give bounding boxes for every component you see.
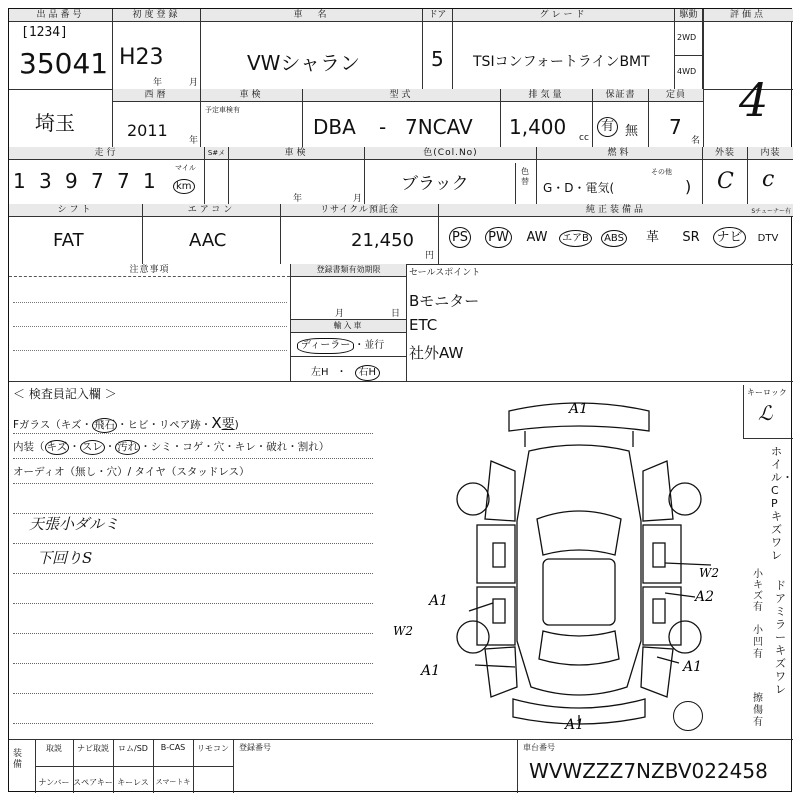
period-label: 車検 [229,147,364,160]
displacement-label: 排気量 [501,89,592,102]
interior-line: 内装（ キズ ・ スレ ・ 汚れ ・シミ・コゲ・穴・キレ・破れ・割れ） [13,441,330,453]
km-unit: km [173,179,195,194]
equipment-header [439,204,793,217]
type-prefix: DBA [313,115,356,139]
recycle-label: リサイクル預託金 [281,204,438,217]
reg-no-label: 登録番号 [239,743,271,752]
type-cell [303,89,501,147]
model-name-label: 車 名 [201,9,422,22]
type-label: 型式 [303,89,500,102]
cc-unit: cc [579,133,589,143]
inspection-title: ＜ 検査員記入欄 ＞ [13,387,117,401]
interior-value: c [762,167,775,192]
mark-front: A1 [569,401,589,417]
warranty-no: 無 [625,124,639,139]
equip-col-label: 装備 [13,749,23,770]
capacity-label: 定員 [649,89,703,102]
warranty-yes: 有 [597,117,618,137]
warranty-cell [593,89,649,147]
year-unit: 年 [153,78,163,88]
grade-label: グレード [453,9,674,22]
key-lock-cell [743,385,793,439]
deadline-month-unit: 月 [335,309,345,319]
interior-yogore: 汚れ [117,441,139,453]
model-year-cell [113,89,201,147]
car-diagram [393,391,729,733]
mark-left-door: A1 [429,593,449,609]
fuel-label: 燃料 [537,147,702,160]
import-label: 輸入車 [291,320,406,333]
mirror-sub-2: 擦傷有 [753,693,763,728]
first-reg-cell [113,9,201,89]
era-year: H23 [119,45,164,70]
bottom-number: ナンバー [38,778,70,787]
equipment-item: AW [526,230,548,245]
hand-note-1: 天張小ダルミ [29,515,120,533]
mileage-digit: 9 [65,169,78,193]
doors-label: ドア [423,9,452,22]
shift-label: シフト [9,204,142,217]
import-cell [291,320,407,381]
equipment-item: DTV [757,233,779,244]
model-year-label: 西暦 [113,89,200,102]
chassis-number: WVWZZZ7NZBV022458 [529,759,768,783]
import-parallel: ・並行 [354,340,385,351]
lot-number: 35041 [19,47,109,80]
mileage-digit: 7 [117,169,130,193]
model-name-cell [201,9,423,89]
mark-left-rear: A1 [421,663,441,679]
bottom-bcas: B-CAS [160,743,186,752]
drive-label: 駆動 [675,9,702,22]
color-label: 色(Col.No) [365,147,536,160]
exterior-label: 外装 [703,147,747,160]
key-lock-check-icon: ℒ [758,401,773,425]
type-dash: - [379,115,387,139]
glass-chip-circled: 飛石 [94,419,116,431]
tuning-label: Sチューナー有 [751,208,791,215]
equipment-item: 革 [645,230,659,245]
caution-label: 注意事項 [9,264,290,277]
color-value: ブラック [401,174,469,194]
inspection-note: 予定車検有 [205,106,240,114]
aircon-label: エアコン [143,204,280,217]
glass-line: Fガラス（キズ・ 飛石 ・ヒビ・リペア跡・X要) [13,414,239,432]
meter-cell [205,147,229,204]
inspection-cell [201,89,303,147]
region: 埼玉 [35,111,75,135]
mileage-label: 走行 [9,147,204,160]
region-cell [9,89,113,147]
period-cell [229,147,365,204]
capacity-cell [649,89,703,147]
lot-cell [9,9,113,89]
drive-2wd: 2WD [677,33,697,42]
bottom-navi-manual: ナビ取説 [77,744,109,753]
mark-right-rear-door: A2 [695,589,715,605]
audio-line: オーディオ（無し・穴）/ タイヤ（スタッドレス） [13,466,250,478]
mileage-digit: 1 [143,169,156,193]
type-code: 7NCAV [405,115,473,139]
equipment-item: PS [443,226,477,252]
mileage-digit: 7 [91,169,104,193]
bottom-smart-key: スマートキー [155,778,191,796]
mark-left-rocker: W2 [393,624,413,638]
capacity: 7 [669,115,682,139]
fuel-other: その他 [651,168,672,176]
period-year-unit: 年 [293,194,303,204]
interior-label: 内装 [748,147,793,160]
aircon-cell [143,204,281,264]
score-label: 評価点 [703,9,793,22]
capacity-unit: 名 [691,136,701,146]
equipment-label: 純正装備品 [439,204,793,217]
doors-value: 5 [431,47,444,71]
bottom-remote: リモコン [197,744,229,753]
fuel-cell [537,147,703,204]
mark-right-rear: A1 [683,659,703,675]
key-lock-label: キーロック [747,388,787,397]
model-name: VWシャラン [247,51,361,75]
shift-cell [9,204,143,264]
bottom-rom-sd: ロム/SD [118,744,148,753]
exterior-value: C [717,169,734,194]
deadline-day-unit: 日 [391,309,401,319]
lot-label: 出品番号 [9,9,112,22]
bottom-keyless: キーレス [117,778,149,787]
sales-cell [407,264,793,381]
lot-bracket: [1234] [21,25,68,40]
equipment-item: エアB [559,226,593,252]
equipment-item: SR [682,230,700,245]
bottom-manual: 取説 [46,744,62,753]
recycle-value: 21,450 [351,230,414,251]
sales-point-1: Bモニター [409,292,480,310]
shift-value: FAT [53,230,84,251]
bottom-spare-key: スペアキー [73,778,113,787]
recycle-cell [281,204,439,264]
grade-cell [453,9,675,89]
sales-point-3: 社外AW [409,344,464,362]
mileage-digit: 1 [13,169,26,193]
mile-unit: マイル [175,164,196,172]
auction-sheet [8,8,793,796]
meter-label: S#メ [205,147,228,160]
chassis-label: 車台番号 [523,743,555,752]
aircon-value: AAC [189,230,227,251]
interior-kizu: キズ [46,441,68,453]
glass-x: X [211,414,222,432]
import-dealer: ディーラー [297,338,354,354]
equipment-item: PW [482,226,516,252]
hand-note-2: 下回りS [37,549,93,567]
steering-left: 左H [311,367,329,378]
caution-cell [9,264,291,381]
sales-label: セールスポイント [409,268,481,278]
fuel-close: ) [685,177,692,196]
sales-point-2: ETC [409,316,438,334]
mileage-cell [9,147,205,204]
drive-cell [675,9,703,89]
inspection-label: 車検 [201,89,302,102]
steering-dot: ・ [336,367,347,378]
first-reg-label: 初度登録 [113,9,200,22]
reg-deadline-cell [291,264,407,320]
reg-deadline-label: 登録書類有効期限 [291,264,406,277]
equipment-item: ABS [597,226,631,252]
model-year: 2011 [127,121,168,140]
period-month-unit: 月 [353,194,363,204]
drive-4wd: 4WD [677,67,697,76]
wheel-sub: 小キズ有 [753,569,763,613]
fuel-options: G・D・電気( [543,181,615,195]
steering-right: 右H [355,365,381,381]
model-year-unit: 年 [189,136,199,146]
grade-value: TSIコンフォートラインBMT [473,54,650,70]
color-change-label: 色替 [521,167,529,186]
yen-unit: 円 [425,251,435,261]
doors-cell [423,9,453,89]
ext-int-cell [703,147,793,204]
month-unit: 月 [189,78,199,88]
mirror-sub-1: 小凹有 [753,625,763,660]
wheel-note: ホイル・CPキズワレ [771,445,793,562]
mileage-digit: 3 [39,169,52,193]
interior-sure: スレ [81,441,103,453]
mirror-note: ドアミラーキズワレ [775,579,786,696]
glass-need: 要 [221,417,235,432]
displacement: 1,400 [509,115,567,139]
mark-rear: A1 [565,717,585,733]
score-value: 4 [739,73,769,127]
equipment-item: ナビ [713,226,747,252]
color-cell [365,147,537,204]
mark-right-door: W2 [699,566,719,580]
spare-tire-mark [673,701,703,731]
warranty-label: 保証書 [593,89,648,102]
displacement-cell [501,89,593,147]
